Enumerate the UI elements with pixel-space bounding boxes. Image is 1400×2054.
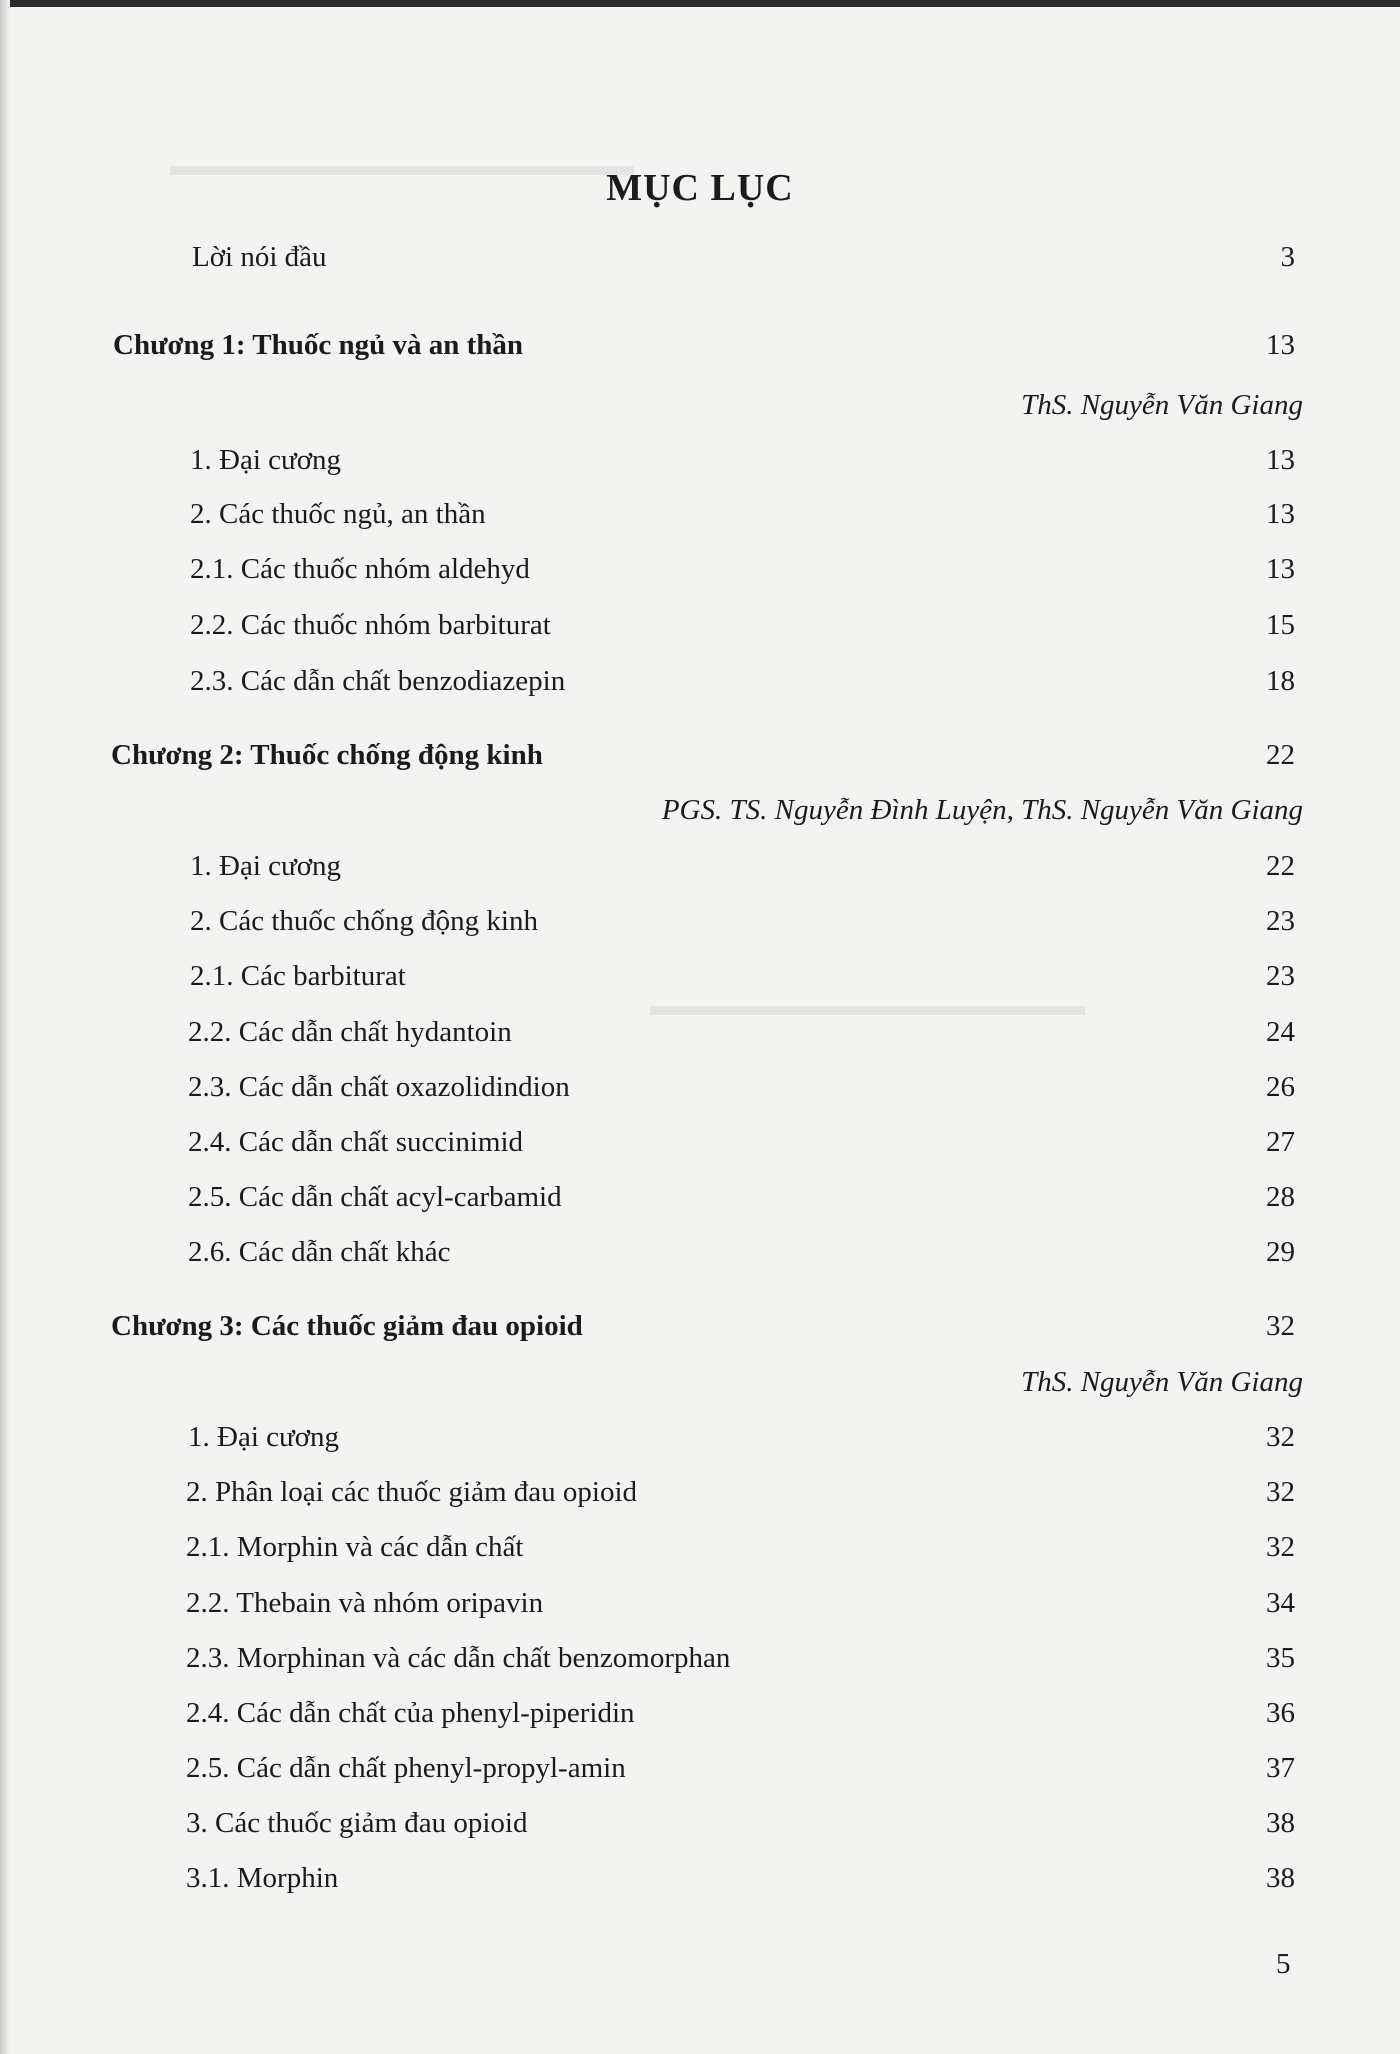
toc-label: 2. Phân loại các thuốc giảm đau opioid: [186, 1476, 638, 1508]
toc-label: 2. Các thuốc ngủ, an thần: [190, 498, 486, 530]
toc-entry: [188, 1417, 1295, 1457]
toc-page-number: 3: [1280, 241, 1295, 273]
toc-entry: [190, 549, 1295, 589]
toc-page-number: 24: [1266, 1016, 1295, 1048]
toc-entry: [188, 1122, 1295, 1162]
toc-page-number: 35: [1266, 1642, 1295, 1674]
toc-label: Chương 1: Thuốc ngủ và an thần: [113, 329, 524, 361]
toc-entry: [186, 1693, 1295, 1733]
toc-page-number: 29: [1266, 1236, 1295, 1268]
toc-label: 2.2. Các dẫn chất hydantoin: [188, 1016, 512, 1048]
toc-page-number: 13: [1266, 329, 1295, 361]
toc-page-number: 13: [1266, 444, 1295, 476]
page-title: MỤC LỤC: [606, 167, 794, 209]
toc-chapter: [111, 735, 1295, 775]
toc-entry: [190, 901, 1295, 941]
toc-page-number: 23: [1266, 905, 1295, 937]
bleed-through-mark: ▬▬▬▬▬▬▬▬▬▬▬▬▬▬▬: [650, 990, 1085, 1022]
toc-chapter: [111, 1306, 1295, 1346]
toc-page-number: 28: [1266, 1181, 1295, 1213]
toc-label: 2.1. Morphin và các dẫn chất: [186, 1531, 524, 1563]
toc-label: 3.1. Morphin: [186, 1862, 339, 1894]
toc-label: Chương 3: Các thuốc giảm đau opioid: [111, 1310, 583, 1342]
toc-page-number: 18: [1266, 665, 1295, 697]
toc-page-number: 36: [1266, 1697, 1295, 1729]
toc-page-number: 38: [1266, 1807, 1295, 1839]
toc-label: 2. Các thuốc chống động kinh: [190, 905, 538, 937]
toc-entry: [190, 494, 1295, 534]
toc-chapter: [113, 325, 1295, 365]
toc-label: 2.3. Morphinan và các dẫn chất benzomorphan: [186, 1642, 731, 1674]
toc-entry: [190, 846, 1295, 886]
toc-page-number: 32: [1266, 1310, 1295, 1342]
toc-label: Chương 2: Thuốc chống động kinh: [111, 739, 543, 771]
toc-label: 2.2. Các thuốc nhóm barbiturat: [190, 609, 551, 641]
toc-entry: [190, 956, 1295, 996]
toc-page-number: 13: [1266, 553, 1295, 585]
toc-entry: [186, 1472, 1295, 1512]
toc-page-number: 27: [1266, 1126, 1295, 1158]
toc-page-number: 34: [1266, 1587, 1295, 1619]
toc-label: 2.3. Các dẫn chất benzodiazepin: [190, 665, 566, 697]
toc-page-number: 22: [1266, 739, 1295, 771]
toc-page-number: 22: [1266, 850, 1295, 882]
toc-entry: [188, 1232, 1295, 1272]
toc-page-number: 23: [1266, 960, 1295, 992]
toc-label: Lời nói đầu: [192, 241, 327, 273]
toc-page-number: 37: [1266, 1752, 1295, 1784]
toc-label: 3. Các thuốc giảm đau opioid: [186, 1807, 528, 1839]
toc-entry: [192, 237, 1295, 277]
toc-entry: [188, 1012, 1295, 1052]
toc-entry: [190, 605, 1295, 645]
scan-top-edge: [0, 0, 1400, 7]
toc-label: 1. Đại cương: [190, 850, 342, 882]
toc-label: 2.2. Thebain và nhóm oripavin: [186, 1587, 544, 1619]
toc-label: 2.4. Các dẫn chất của phenyl-piperidin: [186, 1697, 635, 1729]
toc-label: 2.6. Các dẫn chất khác: [188, 1236, 451, 1268]
toc-entry: [186, 1527, 1295, 1567]
toc-label: 2.1. Các thuốc nhóm aldehyd: [190, 553, 530, 585]
toc-label: 2.5. Các dẫn chất phenyl-propyl-amin: [186, 1752, 626, 1784]
toc-page-number: 32: [1266, 1531, 1295, 1563]
page-number: 5: [1276, 1948, 1291, 1980]
toc-entry: [188, 1067, 1295, 1107]
toc-entry: [186, 1748, 1295, 1788]
toc-label: 2.3. Các dẫn chất oxazolidindion: [188, 1071, 570, 1103]
toc-page-number: 32: [1266, 1421, 1295, 1453]
toc-entry: [188, 1177, 1295, 1217]
toc-page-number: 15: [1266, 609, 1295, 641]
toc-label: 2.1. Các barbiturat: [190, 960, 406, 992]
toc-page-number: 32: [1266, 1476, 1295, 1508]
toc-entry: [190, 440, 1295, 480]
toc-page-number: 26: [1266, 1071, 1295, 1103]
toc-entry: [186, 1638, 1295, 1678]
toc-page-number: 38: [1266, 1862, 1295, 1894]
toc-entry: [186, 1858, 1295, 1898]
chapter-author: ThS. Nguyễn Văn Giang: [1021, 389, 1303, 421]
bleed-through-mark: ▬▬▬▬▬▬▬▬▬▬▬▬▬▬▬▬: [170, 150, 634, 182]
toc-label: 2.5. Các dẫn chất acyl-carbamid: [188, 1181, 562, 1213]
toc-label: 1. Đại cương: [188, 1421, 340, 1453]
chapter-author: PGS. TS. Nguyễn Đình Luyện, ThS. Nguyễn Văn Giang: [661, 794, 1303, 826]
toc-page-number: 13: [1266, 498, 1295, 530]
scan-left-shadow: [0, 0, 10, 2054]
chapter-author: ThS. Nguyễn Văn Giang: [1021, 1366, 1303, 1398]
toc-label: 2.4. Các dẫn chất succinimid: [188, 1126, 524, 1158]
toc-entry: [190, 661, 1295, 701]
toc-entry: [186, 1803, 1295, 1843]
toc-entry: [186, 1583, 1295, 1623]
toc-label: 1. Đại cương: [190, 444, 342, 476]
